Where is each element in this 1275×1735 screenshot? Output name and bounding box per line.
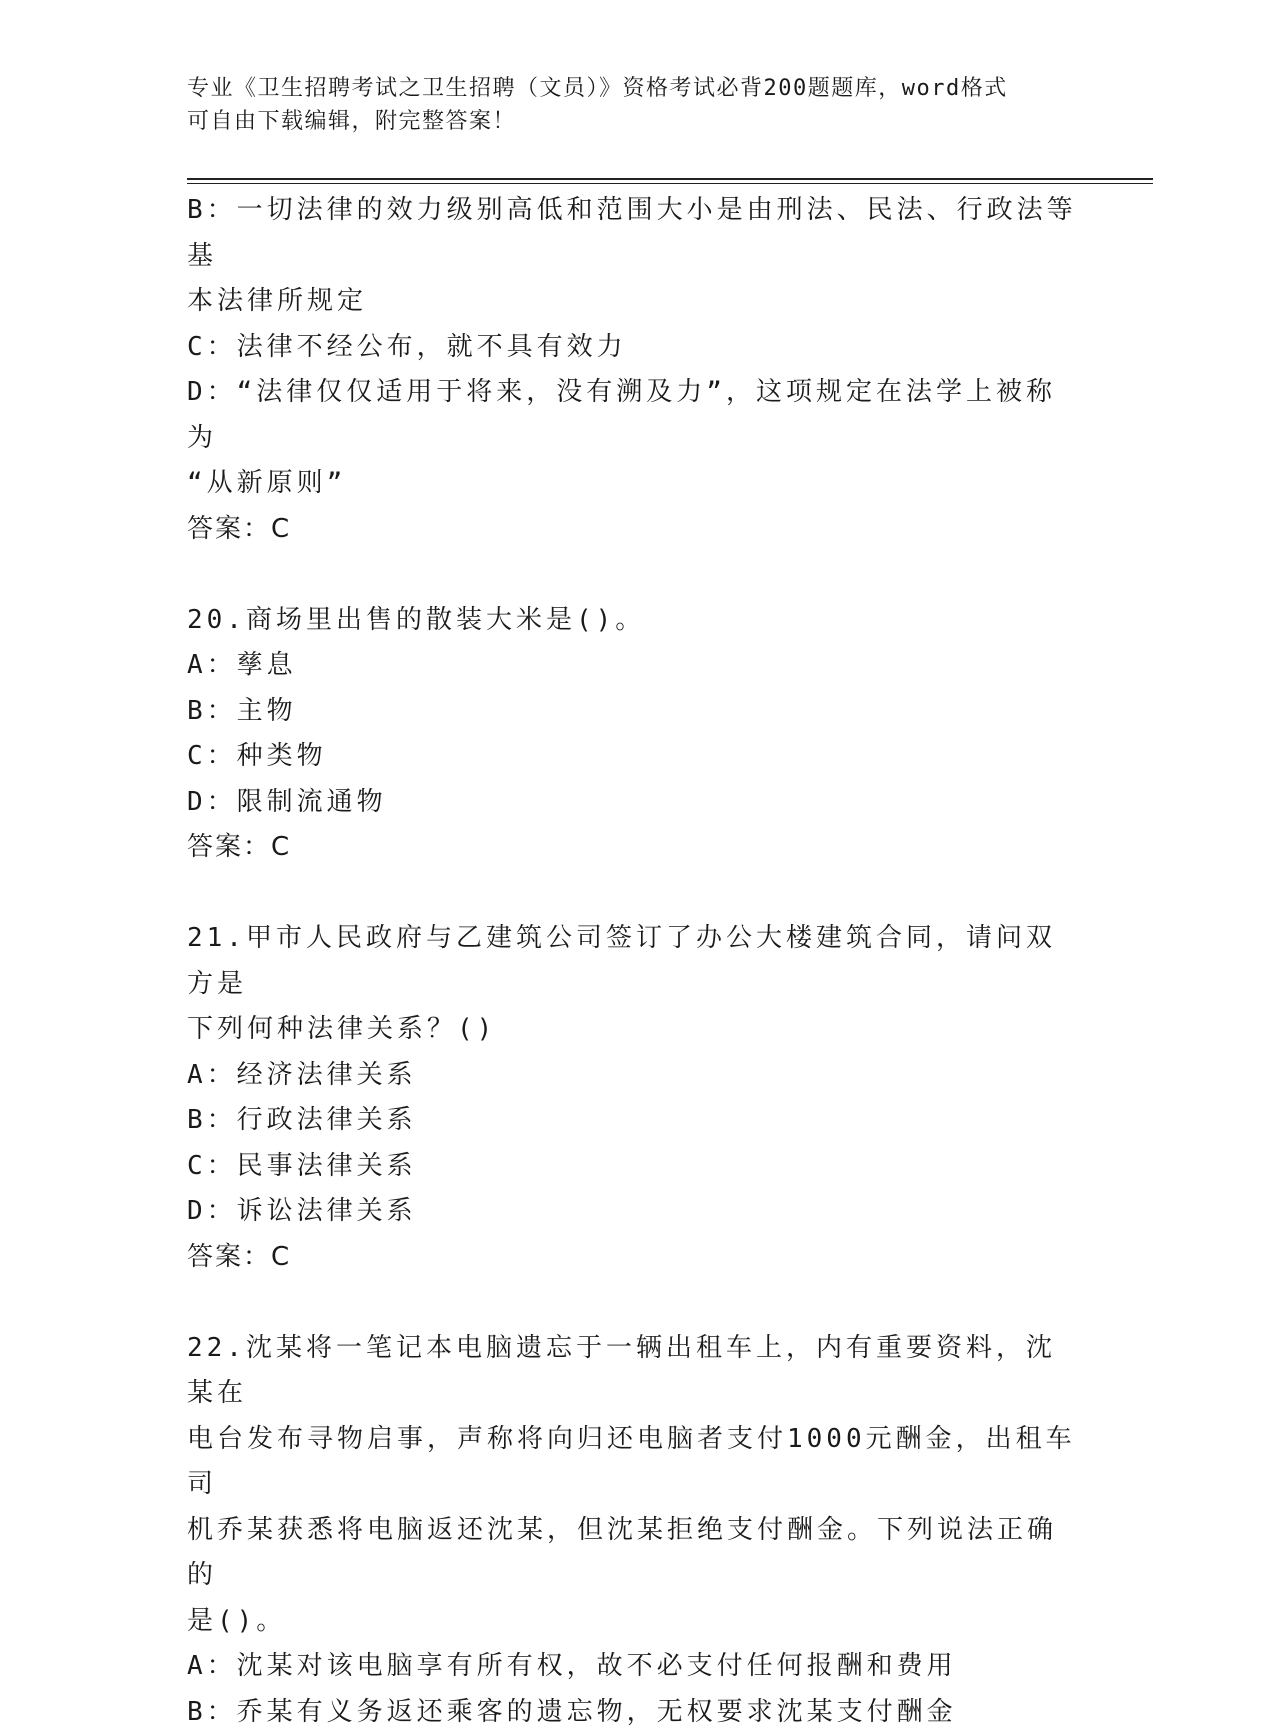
q22-option-b: B：乔某有义务返还乘客的遗忘物，无权要求沈某支付酬金 — [187, 1690, 1077, 1735]
q19-answer: 答案：C — [187, 507, 1077, 553]
q21-stem-line-2: 下列何种法律关系？() — [187, 1007, 1077, 1053]
q19-option-d-line-2: “从新原则” — [187, 461, 1077, 507]
q21-option-b: B：行政法律关系 — [187, 1098, 1077, 1144]
q20-option-a: A：孳息 — [187, 643, 1077, 689]
q22-stem-line-4: 是()。 — [187, 1599, 1077, 1645]
q20-option-d: D：限制流通物 — [187, 780, 1077, 826]
q22-stem-line-2: 电台发布寻物启事，声称将向归还电脑者支付1000元酬金，出租车司 — [187, 1417, 1077, 1508]
question-22-block — [187, 1326, 1077, 1735]
spacer — [187, 552, 1077, 598]
q21-answer: 答案：C — [187, 1235, 1077, 1281]
q19-option-d-line-1: D：“法律仅仅适用于将来，没有溯及力”，这项规定在法学上被称为 — [187, 370, 1077, 461]
q19-option-c: C：法律不经公布，就不具有效力 — [187, 325, 1077, 371]
q20-option-b: B：主物 — [187, 689, 1077, 735]
q21-option-d: D：诉讼法律关系 — [187, 1189, 1077, 1235]
header-divider-thin — [187, 183, 1153, 184]
q21-stem-line-1: 21.甲市人民政府与乙建筑公司签订了办公大楼建筑合同，请问双方是 — [187, 916, 1077, 1007]
q19-option-b-line-1: B：一切法律的效力级别高低和范围大小是由刑法、民法、行政法等基 — [187, 188, 1077, 279]
question-20-block — [187, 598, 1077, 871]
q21-option-c: C：民事法律关系 — [187, 1144, 1077, 1190]
q22-stem-line-3: 机乔某获悉将电脑返还沈某，但沈某拒绝支付酬金。下列说法正确的 — [187, 1508, 1077, 1599]
spacer — [187, 1280, 1077, 1326]
document-header — [187, 72, 1067, 138]
q20-option-c: C：种类物 — [187, 734, 1077, 780]
question-21-block — [187, 916, 1077, 1280]
question-19-block — [187, 188, 1077, 552]
q20-stem: 20.商场里出售的散装大米是()。 — [187, 598, 1077, 644]
q19-option-b-line-2: 本法律所规定 — [187, 279, 1077, 325]
q22-option-a: A：沈某对该电脑享有所有权，故不必支付任何报酬和费用 — [187, 1644, 1077, 1690]
header-line-1: 专业《卫生招聘考试之卫生招聘（文员）》资格考试必背200题题库，word格式 — [187, 72, 1067, 105]
header-divider-thick — [187, 178, 1153, 180]
header-line-2: 可自由下载编辑，附完整答案！ — [187, 105, 1067, 138]
question-content — [187, 188, 1077, 1735]
q22-stem-line-1: 22.沈某将一笔记本电脑遗忘于一辆出租车上，内有重要资料，沈某在 — [187, 1326, 1077, 1417]
q20-answer: 答案：C — [187, 825, 1077, 871]
q21-option-a: A：经济法律关系 — [187, 1053, 1077, 1099]
spacer — [187, 871, 1077, 917]
